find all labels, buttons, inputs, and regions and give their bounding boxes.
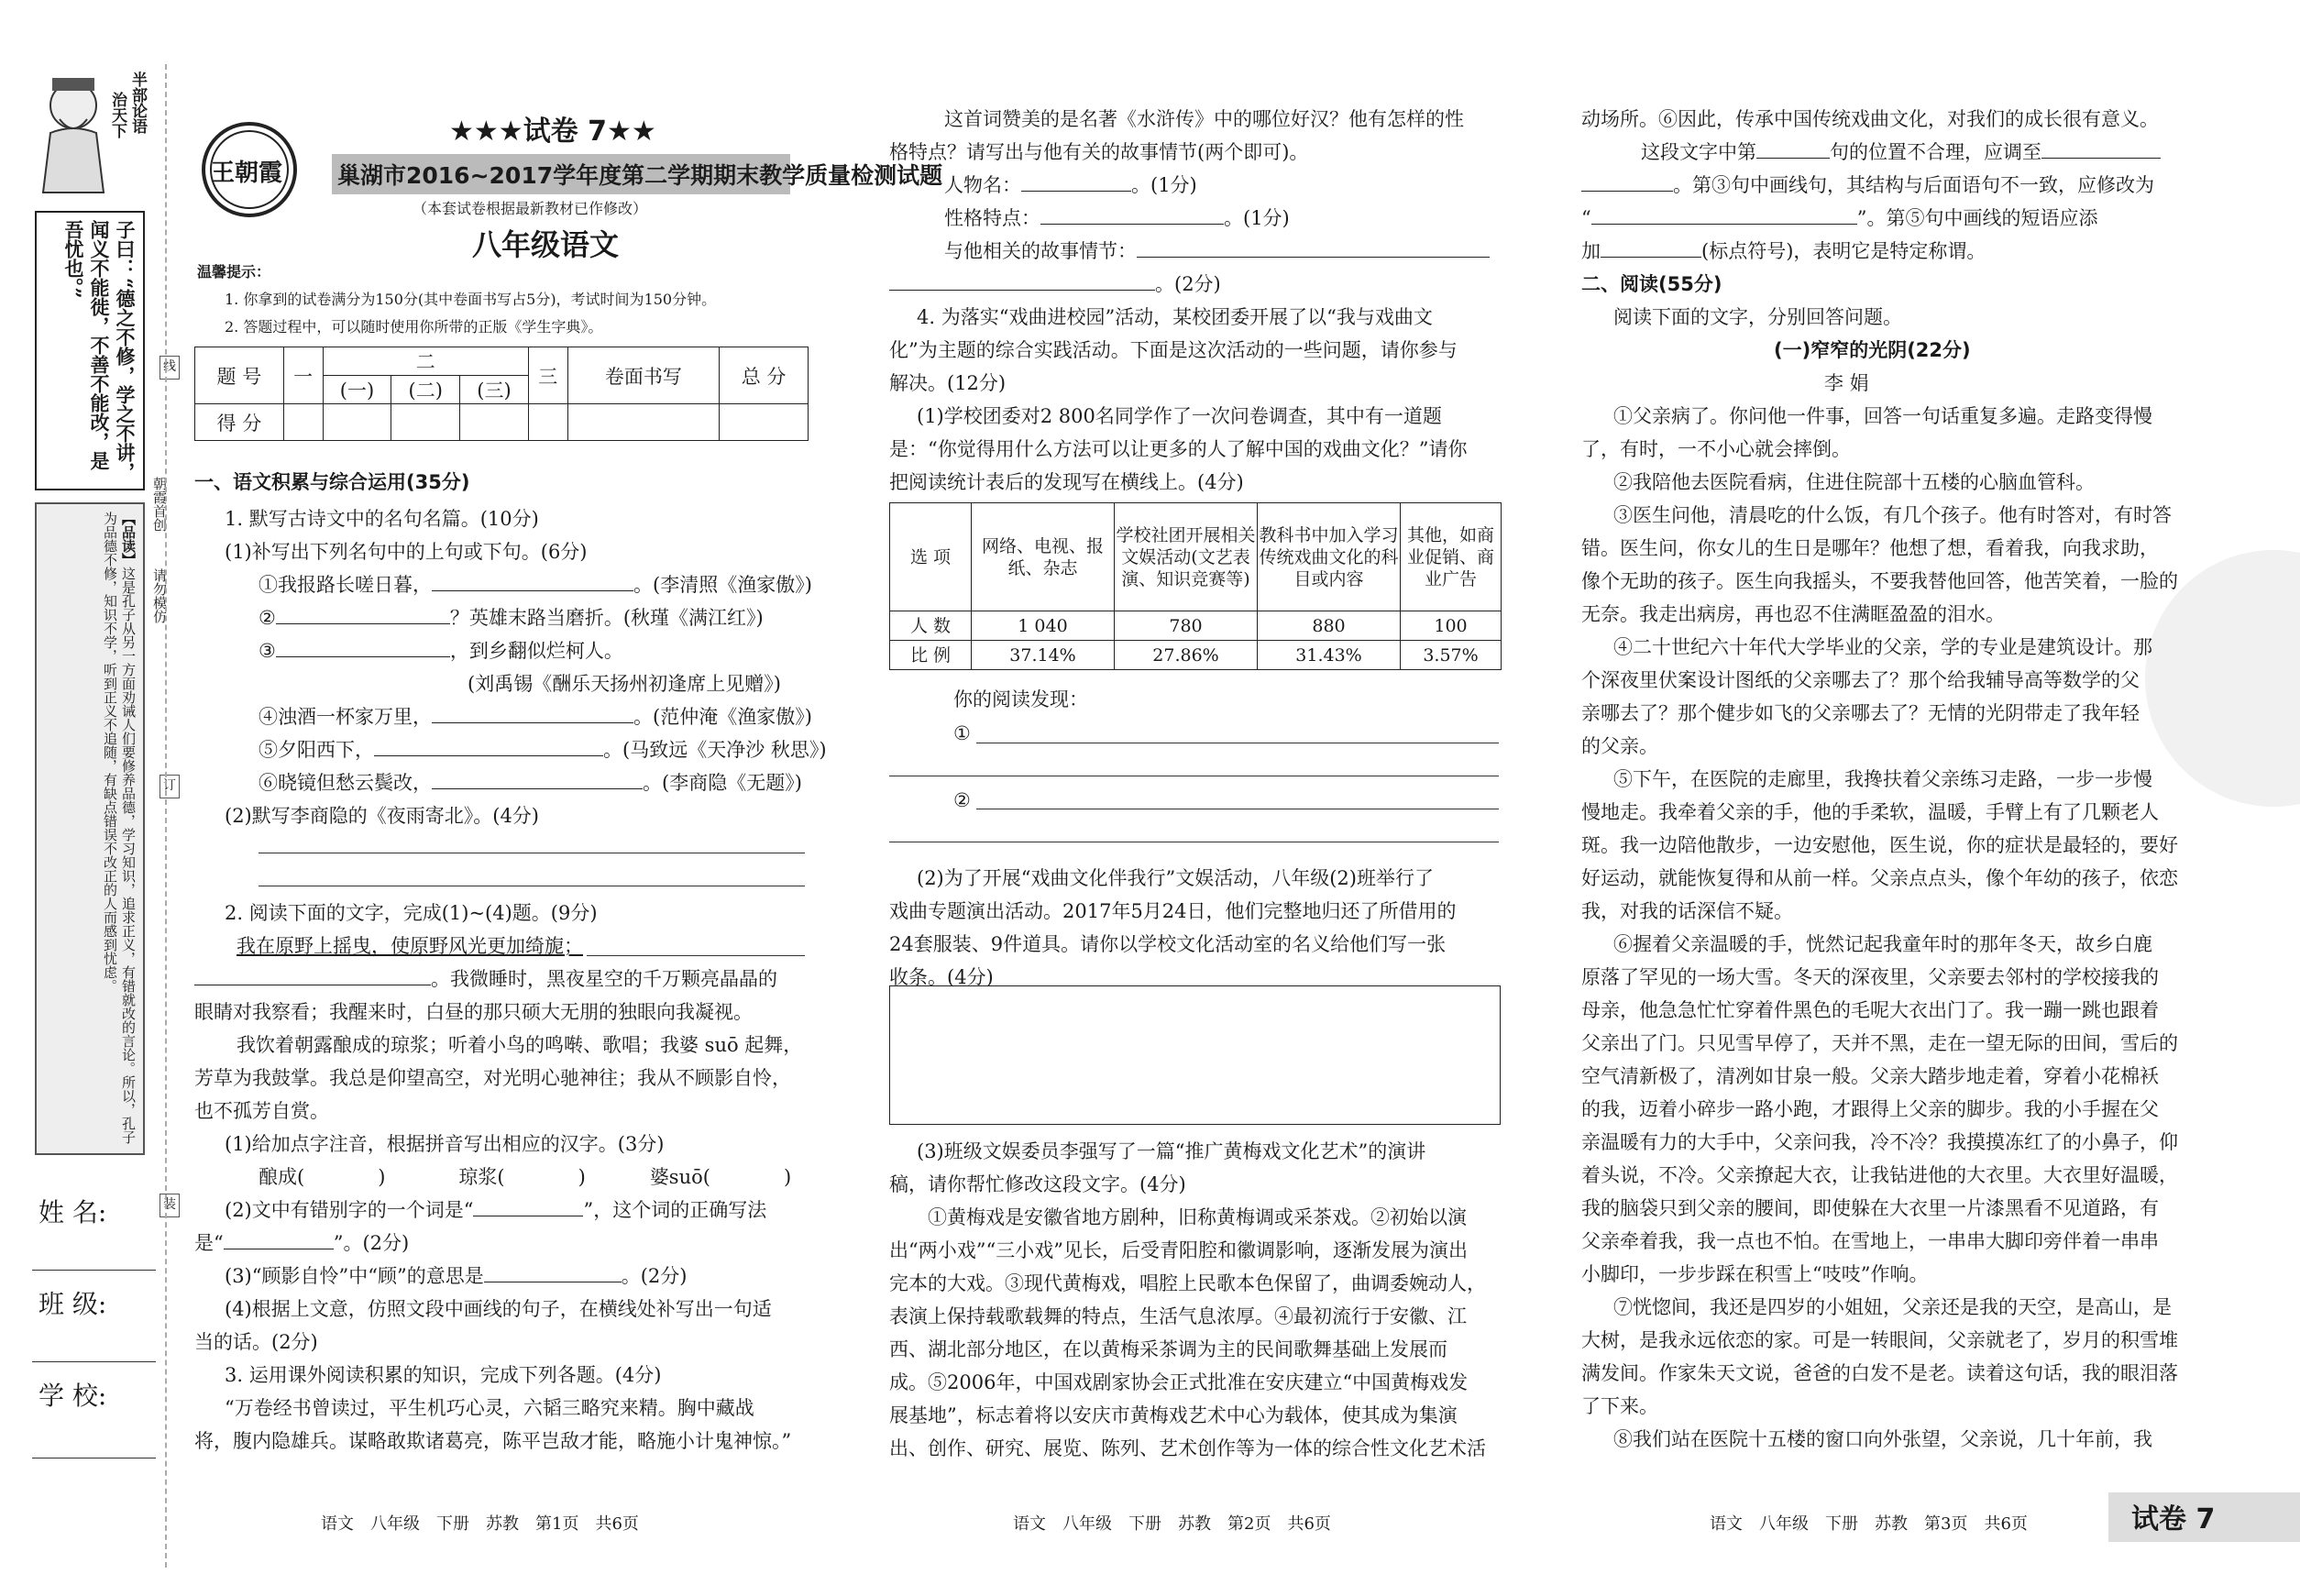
p3-line-4: “ ”。第⑤句中画线的短语应添 <box>1581 202 2098 235</box>
article-line: 了，有时，一不小心就会摔倒。 <box>1581 438 1851 460</box>
article-line: 亲温暖有力的大手中，父亲问我，冷不冷？我摸摸冻红了的小鼻子，仰 <box>1581 1131 2178 1153</box>
score-table <box>194 347 809 441</box>
speech-para-2: 出“两小戏”“三小戏”见长，后受青阳腔和徽调影响，逐渐发展为演出 <box>889 1239 1468 1261</box>
q2-para-4: 我饮着朝露酿成的琼浆；听着小鸟的鸣啭、歌唱；我婆 suō 起舞， <box>237 1034 803 1056</box>
score-row-label: 得 分 <box>195 404 284 441</box>
score-cell[interactable] <box>391 404 460 441</box>
article-line: ①父亲病了。你问他一件事，回答一句话重复多遍。走路变得慢 <box>1613 405 2152 427</box>
speech-para-7: 展基地”，标志着将以安庆市黄梅戏艺术中心为载体，使其成为集演 <box>889 1404 1458 1426</box>
p3-line-3: 。第③句中画线句，其结构与后面语句不一致，应修改为 <box>1581 169 2154 202</box>
survey-head-option: 选 项 <box>890 503 972 611</box>
score-head-1: 一 <box>283 347 323 404</box>
q1-1: (1)补写出下列名句中的上句或下句。(6分) <box>225 541 588 563</box>
survey-head-media: 网络、电视、报纸、杂志 <box>972 503 1115 611</box>
article-line: 慢地走。我牵着父亲的手，他的手柔软，温暖，手臂上有了几颗老人 <box>1581 801 2159 823</box>
survey-row-ratio-label: 比 例 <box>890 641 972 670</box>
survey-count: 100 <box>1401 611 1502 641</box>
finding-1-marker: ① <box>953 722 971 744</box>
speech-para-1: ①黄梅戏是安徽省地方剧种，旧称黄梅调或采茶戏。②初始以演 <box>928 1206 1467 1228</box>
section-2-title: 二、阅读(55分) <box>1581 273 1722 295</box>
poem-3: ③ ，到乡翻似烂柯人。 <box>259 634 623 667</box>
brand-name: 王朝霞 <box>211 160 283 187</box>
q2-2-cont: 是“ ”。(2分) <box>194 1227 409 1260</box>
poem-2: ② ？英雄末路当磨折。(秋瑾《满江红》) <box>259 601 764 634</box>
article-line: 了下来。 <box>1581 1395 1658 1417</box>
brand-logo <box>194 119 304 220</box>
finding-2-marker: ② <box>953 789 971 811</box>
score-cell[interactable] <box>323 404 391 441</box>
pindu-box <box>35 502 145 1155</box>
article-line: 斑。我一边陪他散步，一边安慰他，医生说，你的症状是最轻的，要好 <box>1581 834 2178 856</box>
article-line: ⑤下午，在医院的走廊里，我搀扶着父亲练习走路，一步一步慢 <box>1613 768 2152 790</box>
q4a-3: 把阅读统计表后的发现写在横线上。(4分) <box>889 471 1244 493</box>
q4a-2: 是：“你觉得用什么方法可以让更多的人了解中国的戏曲文化？”请你 <box>889 438 1468 460</box>
reading-intro: 阅读下面的文字，分别回答问题。 <box>1613 306 1902 328</box>
article-line: 父亲牵着我，我一点也不怕。在雪地上，一串串大脚印旁伴着一串串 <box>1581 1230 2159 1252</box>
score-cell[interactable] <box>460 404 529 441</box>
q3: 3. 运用课外阅读积累的知识，完成下列各题。(4分) <box>225 1364 662 1386</box>
score-cell[interactable] <box>567 404 720 441</box>
page-3-footer: 语文 八年级 下册 苏教 第3页 共6页 <box>1710 1514 2028 1534</box>
poem-1: ①我报路长嗟日暮， 。(李清照《渔家傲》) <box>259 568 812 601</box>
score-cell[interactable] <box>283 404 323 441</box>
speech-para-8: 出、创作、研究、展览、陈列、艺术创作等为一体的综合性文化艺术活 <box>889 1437 1486 1459</box>
q4b-1: (2)为了开展“戏曲文化伴我行”文娱活动，八年级(2)班举行了 <box>917 867 1434 889</box>
school-field-label: 学 校: <box>39 1381 107 1411</box>
tip-1: 1. 你拿到的试卷满分为150分(其中卷面书写占5分)，考试时间为150分钟。 <box>225 291 717 308</box>
character-name-field[interactable]: 人物名： 。(1分) <box>944 169 1197 202</box>
survey-ratio: 37.14% <box>972 641 1115 670</box>
survey-head-textbook: 教科书中加入学习传统戏曲文化的科目或内容 <box>1258 503 1401 611</box>
pindu-text: 【品读】这是孔子从另一方面劝诫人们要修养品德，学习知识，追求正义，有错就改的言论。所以，孔子为品德不修，知识不学，听到正义不追随，有缺点错误不改正的人而感到忧虑。 <box>102 512 137 1144</box>
q2-1-items: 酿成( ) 琼浆( ) 婆suō( ) <box>259 1166 792 1188</box>
cut-line <box>165 64 167 1568</box>
q4a-1: (1)学校团委对2 800名同学作了一次问卷调查，其中有一道题 <box>917 405 1442 427</box>
name-field-label: 姓 名: <box>39 1197 107 1227</box>
score-head-qno: 题 号 <box>195 347 284 404</box>
page-1-footer: 语文 八年级 下册 苏教 第1页 共6页 <box>321 1514 639 1534</box>
q2-para-2: 。我微睡时，黑夜星空的千万颗亮晶晶的 <box>194 963 777 996</box>
poem-4: ④浊酒一杯家万里， 。(范仲淹《渔家傲》) <box>259 700 812 733</box>
survey-head-other: 其他，如商业促销、商业广告 <box>1401 503 1502 611</box>
story-field[interactable]: 与他相关的故事情节： <box>944 235 1490 268</box>
article-title: (一)窄窄的光阴(22分) <box>1774 339 1971 361</box>
q4-intro-3: 解决。(12分) <box>889 372 1007 394</box>
article-line: 像个无助的孩子。医生向我摇头，不要我替他回答，他苦笑着，一脸的 <box>1581 570 2178 592</box>
seal-char-1: 线 <box>160 356 180 380</box>
article-line: 大树，是我永远依恋的家。可是一转眼间，父亲就老了，岁月的积雪堆 <box>1581 1329 2178 1351</box>
strip-tag-1: 半部论语 <box>128 72 147 134</box>
q4c-2: 稿，请你帮忙修改这段文字。(4分) <box>889 1173 1186 1195</box>
confucius-icon <box>32 69 115 197</box>
subject-title: 八年级语文 <box>472 227 620 262</box>
article-line: 我的脑袋只到父亲的腰间，即使躲在大衣里一片漆黑看不见道路，有 <box>1581 1197 2159 1219</box>
q2-4-cont: 当的话。(2分) <box>194 1331 318 1353</box>
section-1-title: 一、语文积累与综合运用(35分) <box>194 471 470 493</box>
q2-para-3: 眼睛对我察看；我醒来时，白昼的那只硕大无朋的独眼向我凝视。 <box>194 1001 753 1023</box>
corner-exam-tag: 试卷 7 <box>2131 1503 2216 1535</box>
article-line: 错。医生问，你女儿的生日是哪年？他想了想，看着我，向我求助， <box>1581 537 2159 559</box>
score-head-3: 三 <box>528 347 567 404</box>
class-field-line[interactable] <box>32 1361 156 1362</box>
poem-5: ⑤夕阳西下， 。(马致远《天净沙 秋思》) <box>259 733 827 766</box>
survey-head-club: 学校社团开展相关文娱活动(文艺表演、知识竞赛等) <box>1115 503 1258 611</box>
answer-line[interactable] <box>587 955 805 956</box>
q2-para-1: 我在原野上摇曳，使原野风光更加绮旎； <box>237 935 583 957</box>
p2-line-1: 这首词赞美的是名著《水浒传》中的哪位好汉？他有怎样的性 <box>944 108 1464 130</box>
score-head-total: 总 分 <box>720 347 809 404</box>
article-line: 的我，迈着小碎步一路小跑，才跟得上父亲的脚步。我的小手握在父 <box>1581 1098 2159 1120</box>
q4b-4: 收条。(4分) <box>889 966 994 988</box>
survey-table <box>889 502 1502 670</box>
q1-2: (2)默写李商隐的《夜雨寄北》。(4分) <box>225 805 539 827</box>
article-line: ④二十世纪六十年代大学毕业的父亲，学的专业是建筑设计。那 <box>1613 636 2152 658</box>
q2-para-6: 也不孤芳自赏。 <box>194 1100 329 1122</box>
score-sub-1: (一) <box>323 376 391 404</box>
poem-6: ⑥晓镜但愁云鬓改， 。(李商隐《无题》) <box>259 766 802 799</box>
side-label-2: 请勿模仿 <box>151 568 168 623</box>
tips-title: 温馨提示： <box>197 263 271 281</box>
page-2-footer: 语文 八年级 下册 苏教 第2页 共6页 <box>1013 1514 1331 1534</box>
q3-para-1: “万卷经书曾读过，平生机巧心灵，六韬三略究来精。胸中藏战 <box>225 1397 754 1419</box>
p3-line-2: 这段文字中第 句的位置不合理，应调至 <box>1641 136 2161 169</box>
poem-3-source: (刘禹锡《酬乐天扬州初逢席上见赠》) <box>468 673 781 695</box>
receipt-answer-box[interactable] <box>889 985 1501 1125</box>
score-sub-2: (二) <box>391 376 460 404</box>
q2-3: (3)“顾影自怜”中“顾”的意思是 。(2分) <box>225 1260 687 1293</box>
quote-text: 子曰：“德之不修，学之不讲，闻义不能徙，不善不能改，是吾忧也。” <box>62 220 137 482</box>
finding-label: 你的阅读发现： <box>953 688 1088 710</box>
name-field-line[interactable] <box>32 1270 156 1271</box>
article-line: 亲哪去了？那个健步如飞的父亲哪去了？无情的光阴带走了我年轻 <box>1581 702 2140 724</box>
survey-row-count-label: 人 数 <box>890 611 972 641</box>
survey-count: 1 040 <box>972 611 1115 641</box>
survey-ratio: 3.57% <box>1401 641 1502 670</box>
article-line: 无奈。我走出病房，再也忍不住满眶盈盈的泪水。 <box>1581 603 2005 625</box>
p3-line-5: 加 (标点符号)，表明它是特定称谓。 <box>1581 235 1986 268</box>
score-cell[interactable] <box>528 404 567 441</box>
exam-note: （本套试卷根据最新教材已作修改） <box>413 200 648 217</box>
speech-para-6: 成。⑤2006年，中国戏剧家协会正式批准在安庆建立“中国黄梅戏发 <box>889 1371 1469 1393</box>
article-line: 我，对我的话深信不疑。 <box>1581 900 1793 922</box>
tip-2: 2. 答题过程中，可以随时使用你所带的正版《学生字典》。 <box>225 318 603 336</box>
article-line: 好运动，就能恢复得和从前一样。父亲点点头，像个年幼的孩子，依恋 <box>1581 867 2178 889</box>
q4-intro-2: 化”为主题的综合实践活动。下面是这次活动的一些问题，请你参与 <box>889 339 1458 361</box>
q4b-2: 戏曲专题演出活动。2017年5月24日，他们完整地归还了所借用的 <box>889 900 1457 922</box>
article-line: 母亲，他急急忙忙穿着件黑色的毛呢大衣出门了。我一蹦一跳也跟着 <box>1581 999 2159 1021</box>
q2-4: (4)根据上文意，仿照文段中画线的句子，在横线处补写出一句适 <box>225 1298 772 1320</box>
class-field-label: 班 级: <box>39 1289 107 1319</box>
score-cell[interactable] <box>720 404 809 441</box>
article-author: 李 娟 <box>1824 372 1869 394</box>
exam-title: 巢湖市2016~2017学年度第二学期期末教学质量检测试题 <box>337 162 943 189</box>
p3-line-1: 动场所。⑥因此，传承中国传统戏曲文化，对我们的成长很有意义。 <box>1581 108 2159 130</box>
q2: 2. 阅读下面的文字，完成(1)~(4)题。(9分) <box>225 902 598 924</box>
survey-ratio: 27.86% <box>1115 641 1258 670</box>
article-line: 父亲出了门。只见雪早停了，天并不黑，走在一望无际的田间，雪后的 <box>1581 1032 2178 1054</box>
speech-para-4: 表演上保持载歌载舞的特点，生活气息浓厚。④最初流行于安徽、江 <box>889 1305 1467 1327</box>
q4-intro-1: 4. 为落实“戏曲进校园”活动，某校团委开展了以“我与戏曲文 <box>917 306 1433 328</box>
q4b-3: 24套服装、9件道具。请你以学校文化活动室的名义给他们写一张 <box>889 933 1447 955</box>
p2-line-2: 格特点？请写出与他有关的故事情节(两个即可)。 <box>889 141 1309 163</box>
score-head-2: 二 <box>323 347 528 376</box>
article-line: ③医生问他，清晨吃的什么饭，有几个孩子。他有时答对，有时答 <box>1613 504 2172 526</box>
q1: 1. 默写古诗文中的名句名篇。(10分) <box>225 508 539 530</box>
speech-para-5: 西、湖北部分地区，在以黄梅采茶调为主的民间歌舞基础上发展而 <box>889 1338 1447 1360</box>
survey-ratio: 31.43% <box>1258 641 1401 670</box>
character-trait-field[interactable]: 性格特点： 。(1分) <box>944 202 1290 235</box>
seal-char-2: 订 <box>160 775 180 798</box>
story-field-cont[interactable]: 。(2分) <box>889 268 1221 301</box>
q3-para-2: 将，腹内隐雄兵。谋略敢欺诸葛亮，陈平岂敌才能，略施小计鬼神惊。” <box>194 1430 792 1452</box>
article-line: 满发间。作家朱天文说，爸爸的白发不是老。读着这句话，我的眼泪落 <box>1581 1362 2178 1384</box>
article-line: 着头说，不冷。父亲撩起大衣，让我钻进他的大衣里。大衣里好温暖， <box>1581 1164 2178 1186</box>
quote-box <box>35 211 145 490</box>
exam-tag: ★★★试卷 7★★ <box>449 116 656 148</box>
score-sub-3: (三) <box>460 376 529 404</box>
q2-para-5: 芳草为我鼓掌。我总是仰望高空，对光明心驰神往；我从不顾影自怜， <box>194 1067 791 1089</box>
article-line: ⑧我们站在医院十五楼的窗口向外张望，父亲说，几十年前，我 <box>1613 1428 2152 1450</box>
article-line: ⑦恍惚间，我还是四岁的小姐妞，父亲还是我的天空，是高山，是 <box>1613 1296 2172 1318</box>
side-label-1: 朝霞首创 <box>151 477 168 532</box>
q2-2: (2)文中有错别字的一个词是“ ”，这个词的正确写法 <box>225 1194 766 1227</box>
article-line: ②我陪他去医院看病，住进住院部十五楼的心脑血管科。 <box>1613 471 2095 493</box>
survey-count: 880 <box>1258 611 1401 641</box>
q2-1: (1)给加点字注音，根据拼音写出相应的汉字。(3分) <box>225 1133 665 1155</box>
seal-char-3: 装 <box>160 1194 180 1217</box>
survey-count: 780 <box>1115 611 1258 641</box>
article-line: 个深夜里伏案设计图纸的父亲哪去了？那个给我辅导高等数学的父 <box>1581 669 2140 691</box>
sage-portrait <box>32 69 115 197</box>
article-line: 小脚印，一步步踩在积雪上“吱吱”作响。 <box>1581 1263 1929 1285</box>
score-head-writing: 卷面书写 <box>567 347 720 404</box>
article-line: 原落了罕见的一场大雪。冬天的深夜里，父亲要去邻村的学校接我的 <box>1581 966 2159 988</box>
speech-para-3: 完本的大戏。③现代黄梅戏，唱腔上民歌本色保留了，曲调委婉动人， <box>889 1272 1486 1294</box>
article-line: 的父亲。 <box>1581 735 1658 757</box>
article-line: 空气清新极了，清冽如甘泉一般。父亲大踏步地走着，穿着小花棉袄 <box>1581 1065 2159 1087</box>
article-line: ⑥握着父亲温暖的手，恍然记起我童年时的那年冬天，故乡白鹿 <box>1613 933 2152 955</box>
strip-tag-2: 治天下 <box>108 92 127 138</box>
q4c-1: (3)班级文娱委员李强写了一篇“推广黄梅戏文化艺术”的演讲 <box>917 1140 1426 1162</box>
